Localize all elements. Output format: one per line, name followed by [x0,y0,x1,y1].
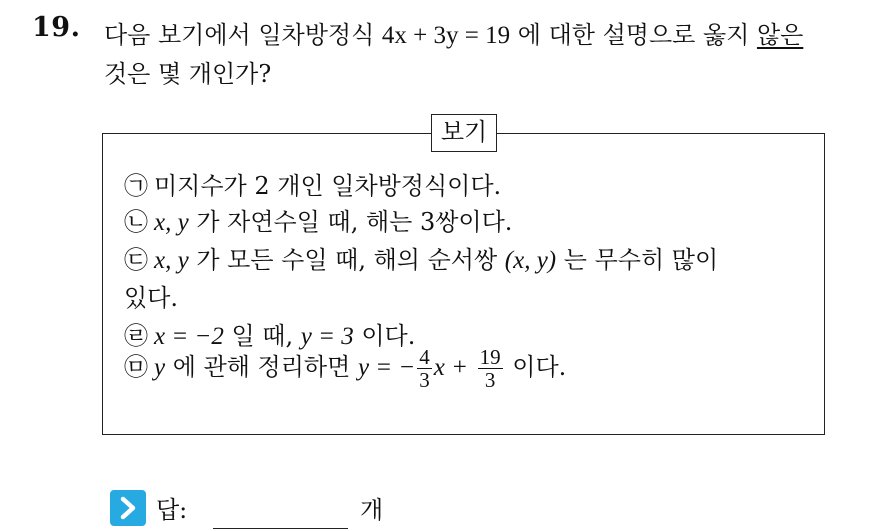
item-text-a: 가 모든 수일 때, 해의 순서쌍 [196,246,498,274]
answer-blank[interactable] [213,528,348,529]
question-number: 19. [32,12,81,43]
question-line-1 [104,15,803,50]
item-math-vars: x, y [154,209,189,236]
equation: 4x + 3y = 19 [381,22,511,49]
question-line-2: 것은 몇 개인가? [104,60,272,88]
fraction-1 [417,346,432,391]
item-text-b: 는 무수히 많이 [563,246,719,274]
fraction-1-denominator: 3 [419,368,430,393]
example-item-3-continued: 있다. [124,284,178,312]
item-math-var: y [154,354,166,382]
question-text-a: 다음 보기에서 일차방정식 [104,21,375,49]
underlined-word: 않은 [756,21,804,49]
example-item-2 [124,202,512,237]
item-math-lhs: y = − [357,354,416,382]
item-text-a: 일 때, [231,322,294,350]
chevron-right-icon [110,490,146,526]
example-item-5 [124,346,566,391]
fraction-2-numerator: 19 [479,345,501,369]
item-math-vars: x, y [154,247,189,274]
example-box-title: 보기 [431,114,497,152]
item-math-pair: (x, y) [504,247,557,274]
item-text-b: 이다. [512,353,567,382]
item-marker: ㉡ [124,208,148,236]
item-text-a: 에 관해 정리하면 [172,353,351,382]
example-item-1 [124,166,501,201]
answer-label: 답: [156,496,188,524]
answer-unit: 개 [360,496,384,524]
example-item-3 [124,240,718,275]
item-marker: ㉤ [124,353,148,382]
fraction-2-denominator: 3 [484,368,496,393]
fraction-1-numerator: 4 [419,345,430,369]
item-math-b: y = 3 [300,323,354,350]
item-text: 미지수가 2 개인 일차방정식이다. [154,172,502,200]
item-math-mid: x + [433,354,468,382]
item-text: 가 자연수일 때, 해는 3쌍이다. [196,208,513,236]
item-math-a: x = −2 [154,323,224,350]
item-text-b: 이다. [361,322,416,350]
item-marker: ㉢ [124,246,148,274]
fraction-2 [478,346,503,391]
item-marker: ㉣ [124,322,148,350]
question-text-b: 에 대한 설명으로 옳지 [517,21,750,49]
item-marker: ㉠ [124,172,148,200]
